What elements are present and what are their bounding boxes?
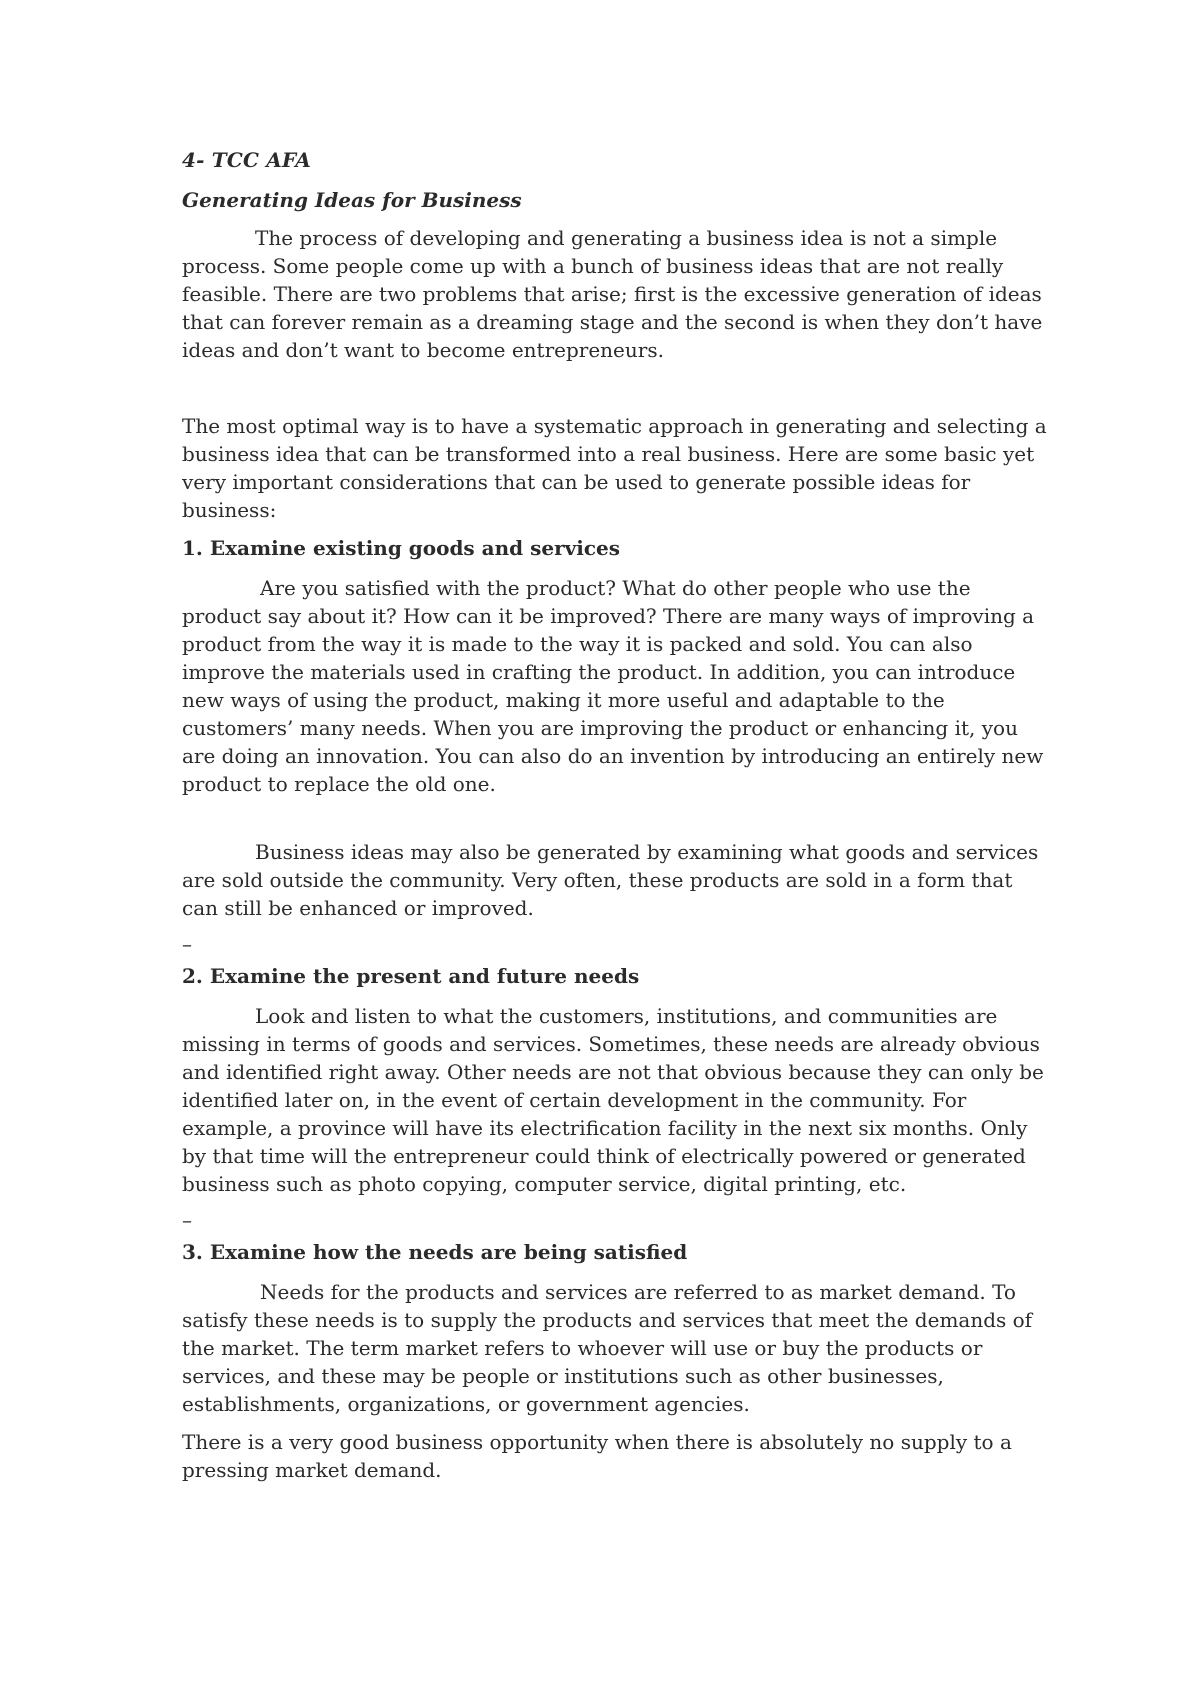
section-paragraph: There is a very good business opportunity when there is absolutely no supply to a pressing market demand. [182, 1430, 1012, 1482]
section-paragraph: Look and listen to what the customers, institutions, and communities are missing in terms of goods and services. Sometimes, these needs are already obvious and identified right away. Other needs are not that obvious because they can only be identified later on, in the event of certain development in the community. For example, a province will have its electrification facility in the next six months. Only by that time will the entrepreneur could think of electrically powered or generated business such as photo copying, computer service, digital printing, etc. [182, 1004, 1044, 1196]
section-heading: 2. Examine the present and future needs [182, 964, 640, 988]
section-paragraph: Are you satisfied with the product? What do other people who use the product say about it? How can it be improved? There are many ways of improving a product from the way it is made to the way it is packed and sold. You can also improve the materials used in crafting the product. In addition, you can introduce new ways of using the product, making it more useful and adaptable to the customers’ many needs. When you are improving the product or enhancing it, you are doing an innovation. You can also do an invention by introducing an entirely new product to replace the old one. [182, 576, 1044, 796]
section-paragraph: Business ideas may also be generated by examining what goods and services are sold outside the community. Very often, these products are sold in a form that can still be enhanced or improved. [182, 840, 1039, 920]
document-title: Generating Ideas for Business [182, 188, 522, 212]
section-heading: 1. Examine existing goods and services [182, 536, 621, 560]
document-code: 4- TCC AFA [182, 148, 311, 172]
intro-paragraph: The process of developing and generating a business idea is not a simple process. Some people come up with a bunch of business ideas that are not really feasible. There are two problems that arise; first is the excessive generation of ideas that can forever remain as a dreaming stage and the second is when they don’t have ideas and don’t want to become entrepreneurs. [182, 226, 1043, 362]
section-heading: 3. Examine how the needs are being satisfied [182, 1240, 688, 1264]
section-paragraph: Needs for the products and services are referred to as market demand. To satisfy these needs is to supply the products and services that meet the demands of the market. The term market refers to whoever will use or buy the products or services, and these may be people or institutions such as other businesses, establishments, organizations, or government agencies. [182, 1280, 1033, 1416]
document-body [182, 146, 1052, 1484]
section-divider-dash: – [182, 1208, 192, 1232]
section-divider-dash: – [182, 932, 192, 956]
intro-paragraph: The most optimal way is to have a systematic approach in generating and selecting a business idea that can be transformed into a real business. Here are some basic yet very important considerations that can be used to generate possible ideas for business: [182, 414, 1047, 522]
